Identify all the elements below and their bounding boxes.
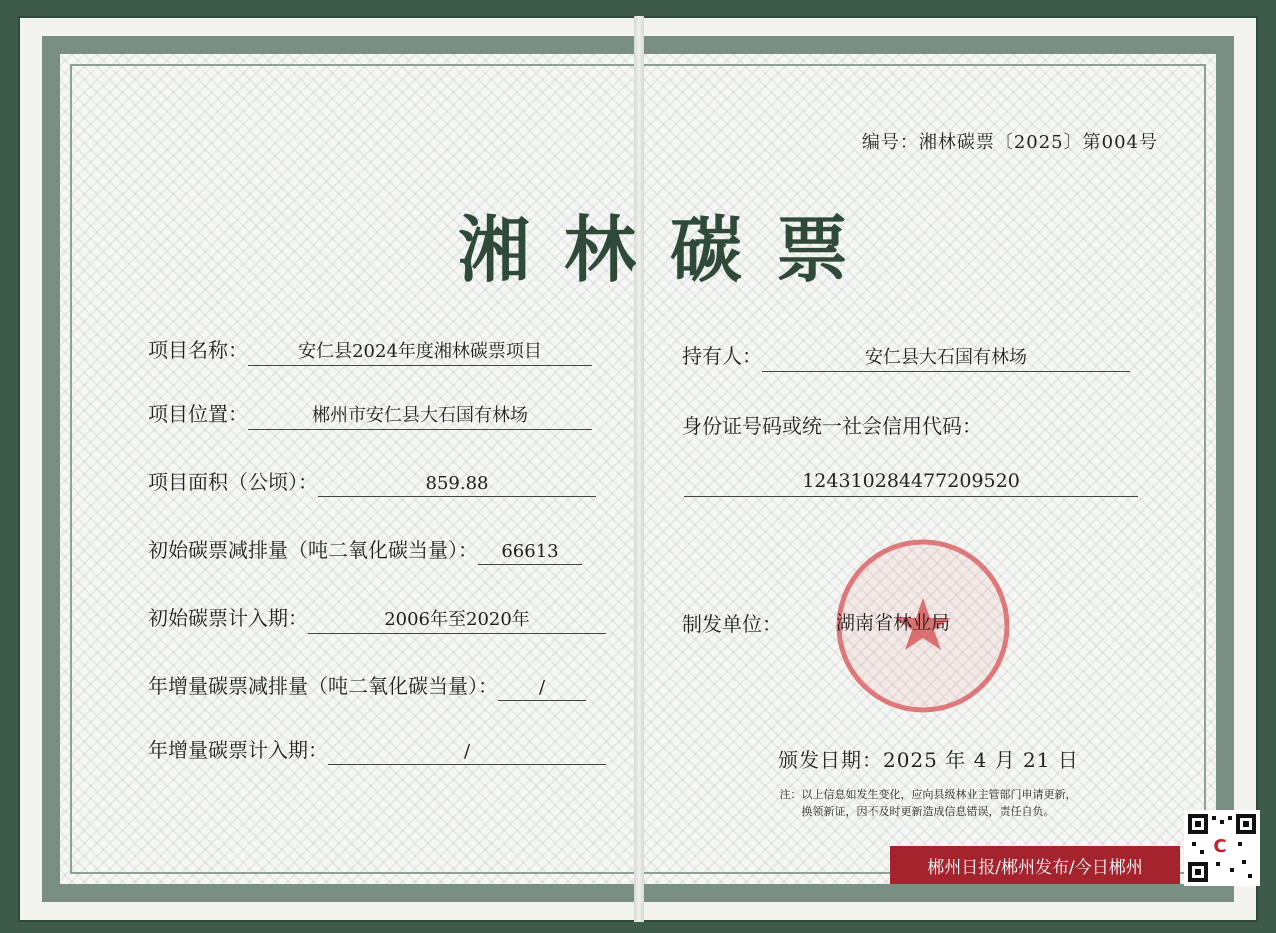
note [718, 786, 1138, 820]
credit-code-label: 身份证号码或统一社会信用代码： [682, 414, 982, 438]
annual-reduction-label: 年增量碳票减排量（吨二氧化碳当量）： [148, 674, 498, 698]
project-name-label: 项目名称： [148, 338, 248, 362]
initial-reduction-field [148, 534, 582, 565]
project-location-value: 郴州市安仁县大石国有林场 [248, 401, 592, 430]
annual-period-field [148, 734, 606, 765]
project-location-field [148, 398, 592, 430]
note-line-2: 换领新证，因不及时更新造成信息错误，责任自负。 [801, 805, 1055, 818]
annual-period-label: 年增量碳票计入期： [148, 738, 328, 762]
issuer-field [682, 608, 782, 637]
project-area-label: 项目面积（公顷）： [148, 470, 318, 494]
project-area-field [148, 466, 596, 497]
project-name-value: 安仁县2024年度湘林碳票项目 [248, 337, 592, 366]
issuer-label: 制发单位： [682, 612, 782, 636]
annual-reduction-value: / [498, 677, 586, 701]
issuer-value: 湖南省林业局 [836, 612, 951, 634]
certificate-booklet [18, 16, 1258, 922]
initial-period-value: 2006年至2020年 [308, 605, 606, 634]
booklet-spine [634, 16, 644, 922]
credit-code-label-row [682, 410, 982, 439]
note-line-1: 注：以上信息如发生变化，应向县级林业主管部门申请更新， [779, 788, 1077, 801]
issue-date: 颁发日期：2025 年 4 月 21 日 [778, 748, 1079, 772]
serial-number: 编号：湘林碳票〔2025〕第004号 [861, 132, 1158, 153]
holder-label: 持有人： [682, 344, 762, 368]
annual-period-value: / [328, 741, 606, 765]
certificate-title: 湘林碳票 [458, 207, 883, 292]
initial-reduction-value: 66613 [478, 541, 582, 565]
app-logo-icon: C [1208, 834, 1232, 858]
news-watermark: 郴州日报/郴州发布/今日郴州 [890, 846, 1180, 884]
credit-code-value: 124310284477209520 [684, 470, 1138, 497]
project-location-label: 项目位置： [148, 402, 248, 426]
initial-reduction-label: 初始碳票减排量（吨二氧化碳当量）： [148, 538, 478, 562]
initial-period-label: 初始碳票计入期： [148, 606, 308, 630]
project-area-value: 859.88 [318, 473, 596, 497]
annual-reduction-field [148, 670, 586, 701]
holder-value: 安仁县大石国有林场 [762, 343, 1130, 372]
initial-period-field [148, 602, 606, 634]
project-name-field [148, 334, 592, 366]
holder-field [682, 340, 1130, 372]
